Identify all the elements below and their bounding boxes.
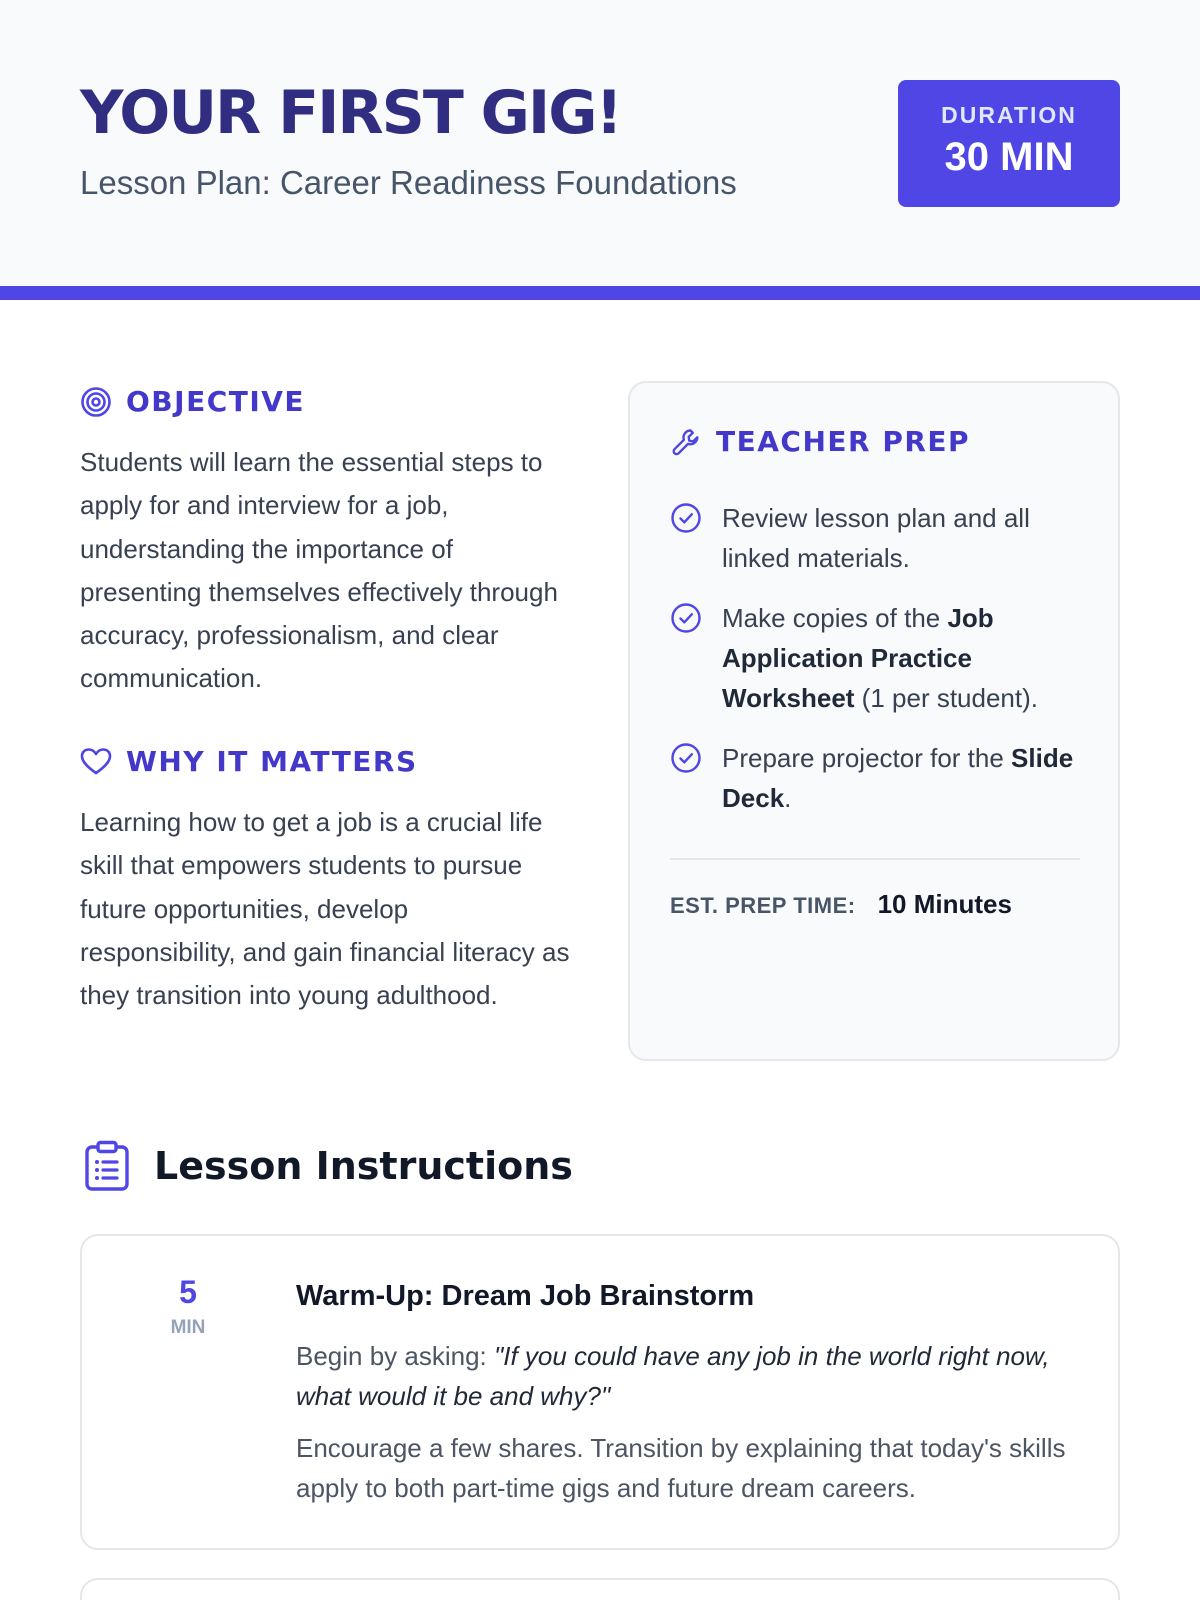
lesson-heading-text: Lesson Instructions [154, 1144, 573, 1188]
prep-heading-text: TEACHER PREP [716, 425, 971, 458]
step-title: Warm-Up: Dream Job Brainstorm [296, 1280, 755, 1312]
why-heading-text: WHY IT MATTERS [126, 745, 418, 778]
prep-divider [670, 858, 1080, 860]
step-duration [142, 1274, 234, 1339]
duration-value: 30 MIN [944, 135, 1074, 179]
objective-text: Students will learn the essential steps to apply for and interview for a job, understanding the importance of presenting themselves effectively through accuracy, professionalism, and clear communication. [80, 447, 558, 694]
prep-item-text: Make copies of the Job Application Practice Worksheet (1 per student). [722, 603, 1038, 713]
wrench-icon [670, 426, 702, 458]
duration-label: DURATION [941, 102, 1077, 128]
page-subtitle: Lesson Plan: Career Readiness Foundations [80, 164, 737, 201]
target-icon [80, 386, 112, 418]
objective-heading [80, 385, 305, 418]
lesson-step-card [80, 1234, 1120, 1550]
objective-heading-text: OBJECTIVE [126, 385, 306, 418]
check-circle-icon [670, 502, 702, 534]
worksheet-name: Job Application Practice Worksheet [722, 603, 994, 713]
prep-time-label: EST. PREP TIME: [670, 893, 856, 918]
clipboard-icon [84, 1140, 130, 1192]
step-prompt-quote: "If you could have any job in the world right now, what would it be and why?" [296, 1341, 1050, 1411]
step-minutes: 5 [179, 1274, 197, 1310]
prep-checklist [670, 498, 1090, 838]
prep-item [670, 498, 1090, 578]
duration-badge [898, 80, 1120, 207]
page-title: YOUR FIRST GIG! [80, 78, 621, 148]
why-heading [80, 745, 418, 778]
check-circle-icon [670, 742, 702, 774]
prep-item [670, 598, 1090, 718]
teacher-prep-card [628, 381, 1120, 1061]
step-minutes-unit: MIN [170, 1317, 206, 1338]
header-banner [0, 0, 1200, 300]
check-circle-icon [670, 602, 702, 634]
prep-time [670, 889, 1012, 920]
step-prompt: Begin by asking: "If you could have any job in the world right now, what would it be and why?" [296, 1341, 1050, 1411]
prep-time-value: 10 Minutes [877, 889, 1012, 919]
lesson-heading [84, 1140, 573, 1192]
prep-heading [670, 425, 970, 458]
slide-deck-name: Slide Deck [722, 743, 1074, 813]
prep-item-text: Prepare projector for the Slide Deck. [722, 743, 1074, 813]
prep-item-text: Review lesson plan and all linked materials. [722, 503, 1030, 573]
lesson-step-card-next [80, 1578, 1120, 1600]
prep-item [670, 738, 1090, 818]
heart-icon [80, 746, 112, 778]
step-body: Encourage a few shares. Transition by explaining that today's skills apply to both part-time gigs and future dream careers. [296, 1433, 1066, 1503]
why-text: Learning how to get a job is a crucial life skill that empowers students to pursue future opportunities, develop responsibility, and gain financial literacy as they transition into young adulthood. [80, 807, 570, 1011]
